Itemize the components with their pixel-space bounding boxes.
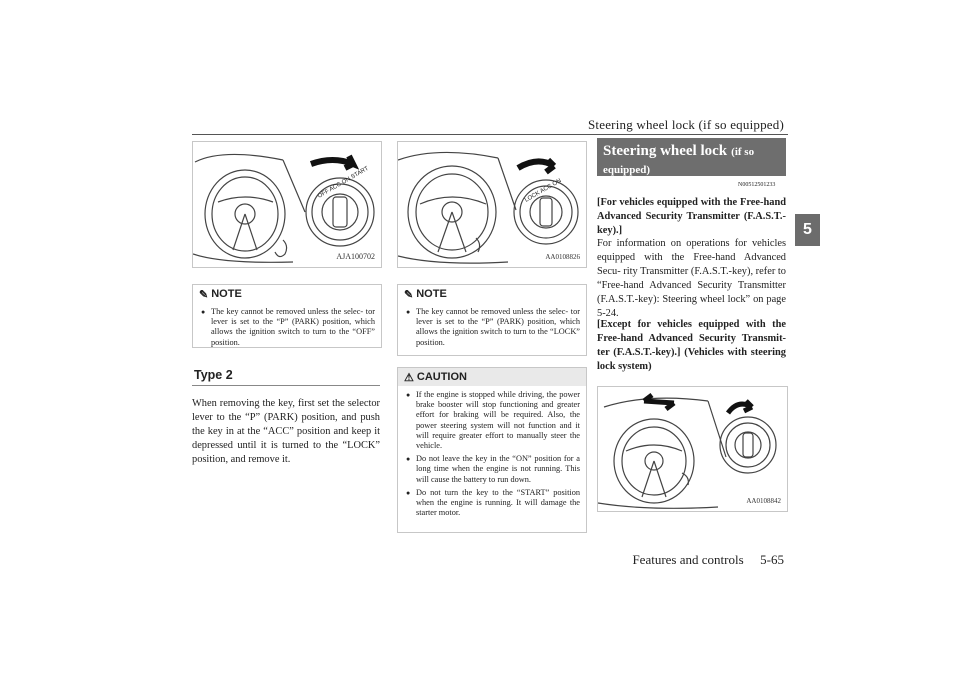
svg-text:LOCK ACC ON: LOCK ACC ON (524, 178, 563, 204)
svg-text:OFF ACC ON START: OFF ACC ON START (317, 165, 370, 200)
heading-fast-key: [For vehicles equipped with the Free-hand Advanced Security Transmitter (F.A.S.T.- key).] (597, 197, 786, 236)
note-header (398, 285, 586, 303)
ignition-key-illustration (193, 142, 381, 267)
note-icon: ✎ (404, 288, 414, 301)
figure-id: AJA100702 (336, 252, 375, 261)
caution-box (397, 367, 587, 533)
note-title: NOTE (211, 288, 242, 300)
warning-triangle-icon: ⚠ (404, 371, 414, 384)
header-rule (192, 134, 788, 135)
figure-key-type2 (397, 141, 587, 268)
figure-id: AA0108826 (545, 253, 580, 261)
reference-code: N00512501233 (738, 182, 776, 188)
type2-heading: Type 2 (194, 368, 233, 382)
note-box-1 (192, 284, 382, 348)
figure-key-type1 (192, 141, 382, 268)
chapter-tab[interactable]: 5 (795, 214, 820, 246)
footer-section: Features and controls (632, 552, 744, 567)
running-header: Steering wheel lock (if so equipped) (587, 117, 784, 132)
caution-item: ● Do not turn the key to the “START” position when the engine is running. It will damage the starter motor. (406, 488, 580, 519)
steering-lock-illustration (598, 387, 787, 511)
caution-item: ● If the engine is stopped while driving, the power brake booster will stop functioning and greater effort for braking will be required. Also, the power steering system will not function and it will require greater effort to manually steer the vehicle. (406, 390, 580, 451)
section-title-qualifier: (if so (731, 146, 755, 158)
section-title: Steering wheel lock (603, 143, 728, 159)
note-item: ● The key cannot be removed unless the selec- tor lever is set to the “P” (PARK) position, which allows the ignition switch to turn to the “LOCK” position. (406, 307, 580, 348)
note-icon: ✎ (199, 288, 209, 301)
note-title: NOTE (416, 288, 447, 300)
type2-rule (192, 385, 380, 386)
figure-id: AA0108842 (746, 497, 781, 505)
caution-header (398, 368, 586, 386)
figure-steering-lock (597, 386, 788, 512)
caution-item: ● Do not leave the key in the “ON” position for a long time when the engine is not running. This will cause the battery to run down. (406, 454, 580, 485)
note-item: ● The key cannot be removed unless the selec- tor lever is set to the “P” (PARK) position, which allows the ignition switch to turn to the “OFF” position. (201, 307, 375, 348)
section-title-bar (597, 138, 786, 176)
note-box-2 (397, 284, 587, 356)
footer-page-number: 5-65 (760, 552, 784, 567)
ignition-key-illustration-2 (398, 142, 586, 267)
type2-paragraph: When removing the key, first set the selector lever to the “P” (PARK) position, and push the key in at the “ACC” position and keep it depressed until it is turned to the “LOCK” position, and remove it. (192, 398, 380, 465)
note-header (193, 285, 381, 303)
caution-title: CAUTION (416, 371, 467, 383)
page-footer (632, 552, 784, 568)
paragraph-fast-key: For information on operations for vehicles equipped with the Free-hand Advanced Secu- rity Transmitter (F.A.S.T.-key), refer to “Free-hand Advanced Security Transmitter (F.A.S.T.-key): Steering wheel lock” on page 5-24. (597, 238, 786, 319)
section-title-qualifier-2: equipped) (603, 164, 651, 176)
heading-steering-lock: [Except for vehicles equipped with the Free-hand Advanced Security Transmit- ter (F.A.S.T.-key).] (Vehicles with steering lock system) (597, 319, 786, 372)
